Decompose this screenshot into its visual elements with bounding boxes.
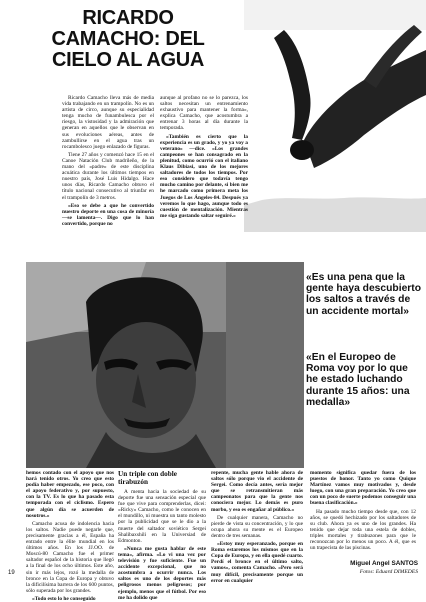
diver-photo-graphic	[244, 0, 426, 232]
pull-quote-accident: «Es una pena que la gente haya descubierto los saltos a través de un accidente mortal»	[306, 272, 422, 317]
intro-column-1	[62, 95, 154, 260]
pull-quote-medal: «En el Europeo de Roma voy por lo que he estado luchando durante 15 años: una medalla»	[306, 352, 410, 408]
body-paragraph: repente, mucha gente hable ahora de saltos sólo porque vio el accidente de Sergei. Como decía antes, sería mejor que se retransmitieran más campeonatos para que la gente nos conociera mejor. Lo demás es puro morbo, y eso es engañar al público.»	[211, 470, 303, 513]
body-column-4	[310, 470, 416, 552]
photo-credit: Fotos: Eduard DIMEDES	[359, 569, 418, 575]
portrait-photo	[26, 262, 304, 468]
body-column-3	[211, 470, 303, 584]
portrait-photo-graphic	[26, 262, 304, 468]
intro-paragraph: «También es cierto que la experiencia es un grado, y yo ya voy a veterano» —dice. «Los grandes campeones se han consagrado en la plenitud, como ocurrió con el italiano Klaus Dibiasi, uno de los mejores saltadores de todos los tiempos. Por eso considero que todavía tengo mucho camino por delante, si bien me he marcado como primera meta los Juegos de Los Ángeles-84. Después ya veremos lo que hago, aunque todo es cuestión de mentalización. Mientras me siga gustando saltar seguiré.»	[160, 133, 248, 219]
body-paragraph: Ha pasado mucho tiempo desde que, con 12 años, se quedó hechizado por los saltadores de su club. Ahora ya es uno de los grandes. Ha tenido que dejar toda una estela de dobles, triples mortales y tirabuzones para que le reconozcan por lo menos un poco. A él, que es un trapecista de las piscinas.	[310, 508, 416, 552]
body-paragraph: A menta hacia la sociedad de su deporte fue una sensación especial que fue que vive para comprenderlas, dicei: «Ricky» Camacho, como le conocen en el mundillo, ni muestra un tanto molesto por la publicidad que se le dio a la muerte del saltador soviético Sergei Shalibaxshili en la Universiad de Edmonton.	[118, 489, 206, 544]
body-paragraph: «Estoy muy esperanzado, porque en Roma estaremos los mismos que en la Copa de Europa, y en ella quedé cuarto. Perdí el bronce en el último salto, vamos», comenta Camacho. «Pero será muy difícil, precisamente porque un error en cualquier	[211, 541, 303, 584]
body-paragraph: De cualquier manera, Camacho no pierde de vista su concentración, y lo que ocupa ahora su mente es el Europeo dentro de tres semanas.	[211, 514, 303, 539]
body-paragraph: «Todo esto lo he conseguido	[32, 595, 96, 602]
section-subhead: Un triple con doble tirabuzón	[118, 470, 177, 486]
diver-photo	[244, 0, 426, 232]
body-paragraph: hemos contado con el apoyo que nos hará tenido otros. Yo creo que esto podía haber empezado, ese poco, con el apoyo federativo y, por supuesto, con la TV. Es lo que ha pasado esta temporada con el ciclismo. Espero que algún día se acuerden de nosotros.»	[26, 470, 114, 519]
intro-paragraph: aunque al profano no se lo parezca, los saltos necesitan un entrenamiento exhaustivo para mantener la forma», explica Camacho, que acostumbra a entrenar 3 horas al día durante la temporada.	[160, 95, 248, 132]
author-byline: Miguel Angel SANTOS	[350, 560, 418, 567]
body-paragraph: «Nunca me gusta hablar de este tema», afirma. «Lo vi una vez por televisión y fue suficiente. Fue un accidente excepcional, que no acostumbra a ocurrir nunca. Los saltos es uno de los deportes más peligrosos menos peligrosos; por ejemplo, menos que el fútbol. Por eso me ha dolido que	[118, 545, 206, 601]
intro-paragraph: Ricardo Camacho lleva más de media vida trabajando en un trampolín. No es un artista de circo, aunque su especialidad tenga mucho de funambulesca por el riesgo, la vistosidad y la admiración que generan en aquellos que le observan en sus evoluciones aéreas, antes de zambullirse en el agua tras un rocambolesco juego enlazado de figuras.	[62, 95, 154, 150]
page-number: 19	[8, 570, 15, 576]
intro-column-2	[160, 95, 248, 260]
body-column-2-text	[118, 489, 206, 601]
intro-paragraph: Tiene 27 años y comenzó hace 15 en el Canoe Natación Club madrileño, de la mano del «padre» de este disciplina acuática durante los últimos tiempos en nuestro país, José Luis Hidalgo. Hace unos días, Ricardo Camacho obtuvo el título nacional consecutivo al triunfar en el trampolín de 3 metros.	[62, 151, 154, 201]
body-column-2	[118, 470, 206, 601]
body-paragraph: Camacho acusa de indolencia hacia los saltos. Nadie puede negarle que, precisamente gracias a él, España ha entrado entre la élite mundial en los últimos años. En los JJ.OO. de Moscú-80 Camacho fue el primer saltador español de la historia que llegó a la final de los ocho últimos. Este año, sin ir más lejos, rozó la medalla de bronce en la Copa de Europa y obtuvo la dificilísima barrera de los 600 puntos, sólo superada por los grandes.	[26, 520, 114, 594]
headline: RICARDO CAMACHO: DEL CIELO AL AGUA	[51, 7, 205, 71]
intro-paragraph: «Eso se debe a que he convertido nuestro deporte en una cosa de minoría —se lamenta—. Digo que lo han convertido, porque no	[62, 202, 154, 227]
body-column-1	[26, 470, 114, 602]
body-paragraph: momento significa quedar fuera de los puestos de honor. Tanto yo como Quique Martínez vamos muy motivados y, desde luego, con una gran preparación. Yo creo que con un poco de suerte podemos conseguir una buena clasificación.»	[310, 470, 416, 507]
